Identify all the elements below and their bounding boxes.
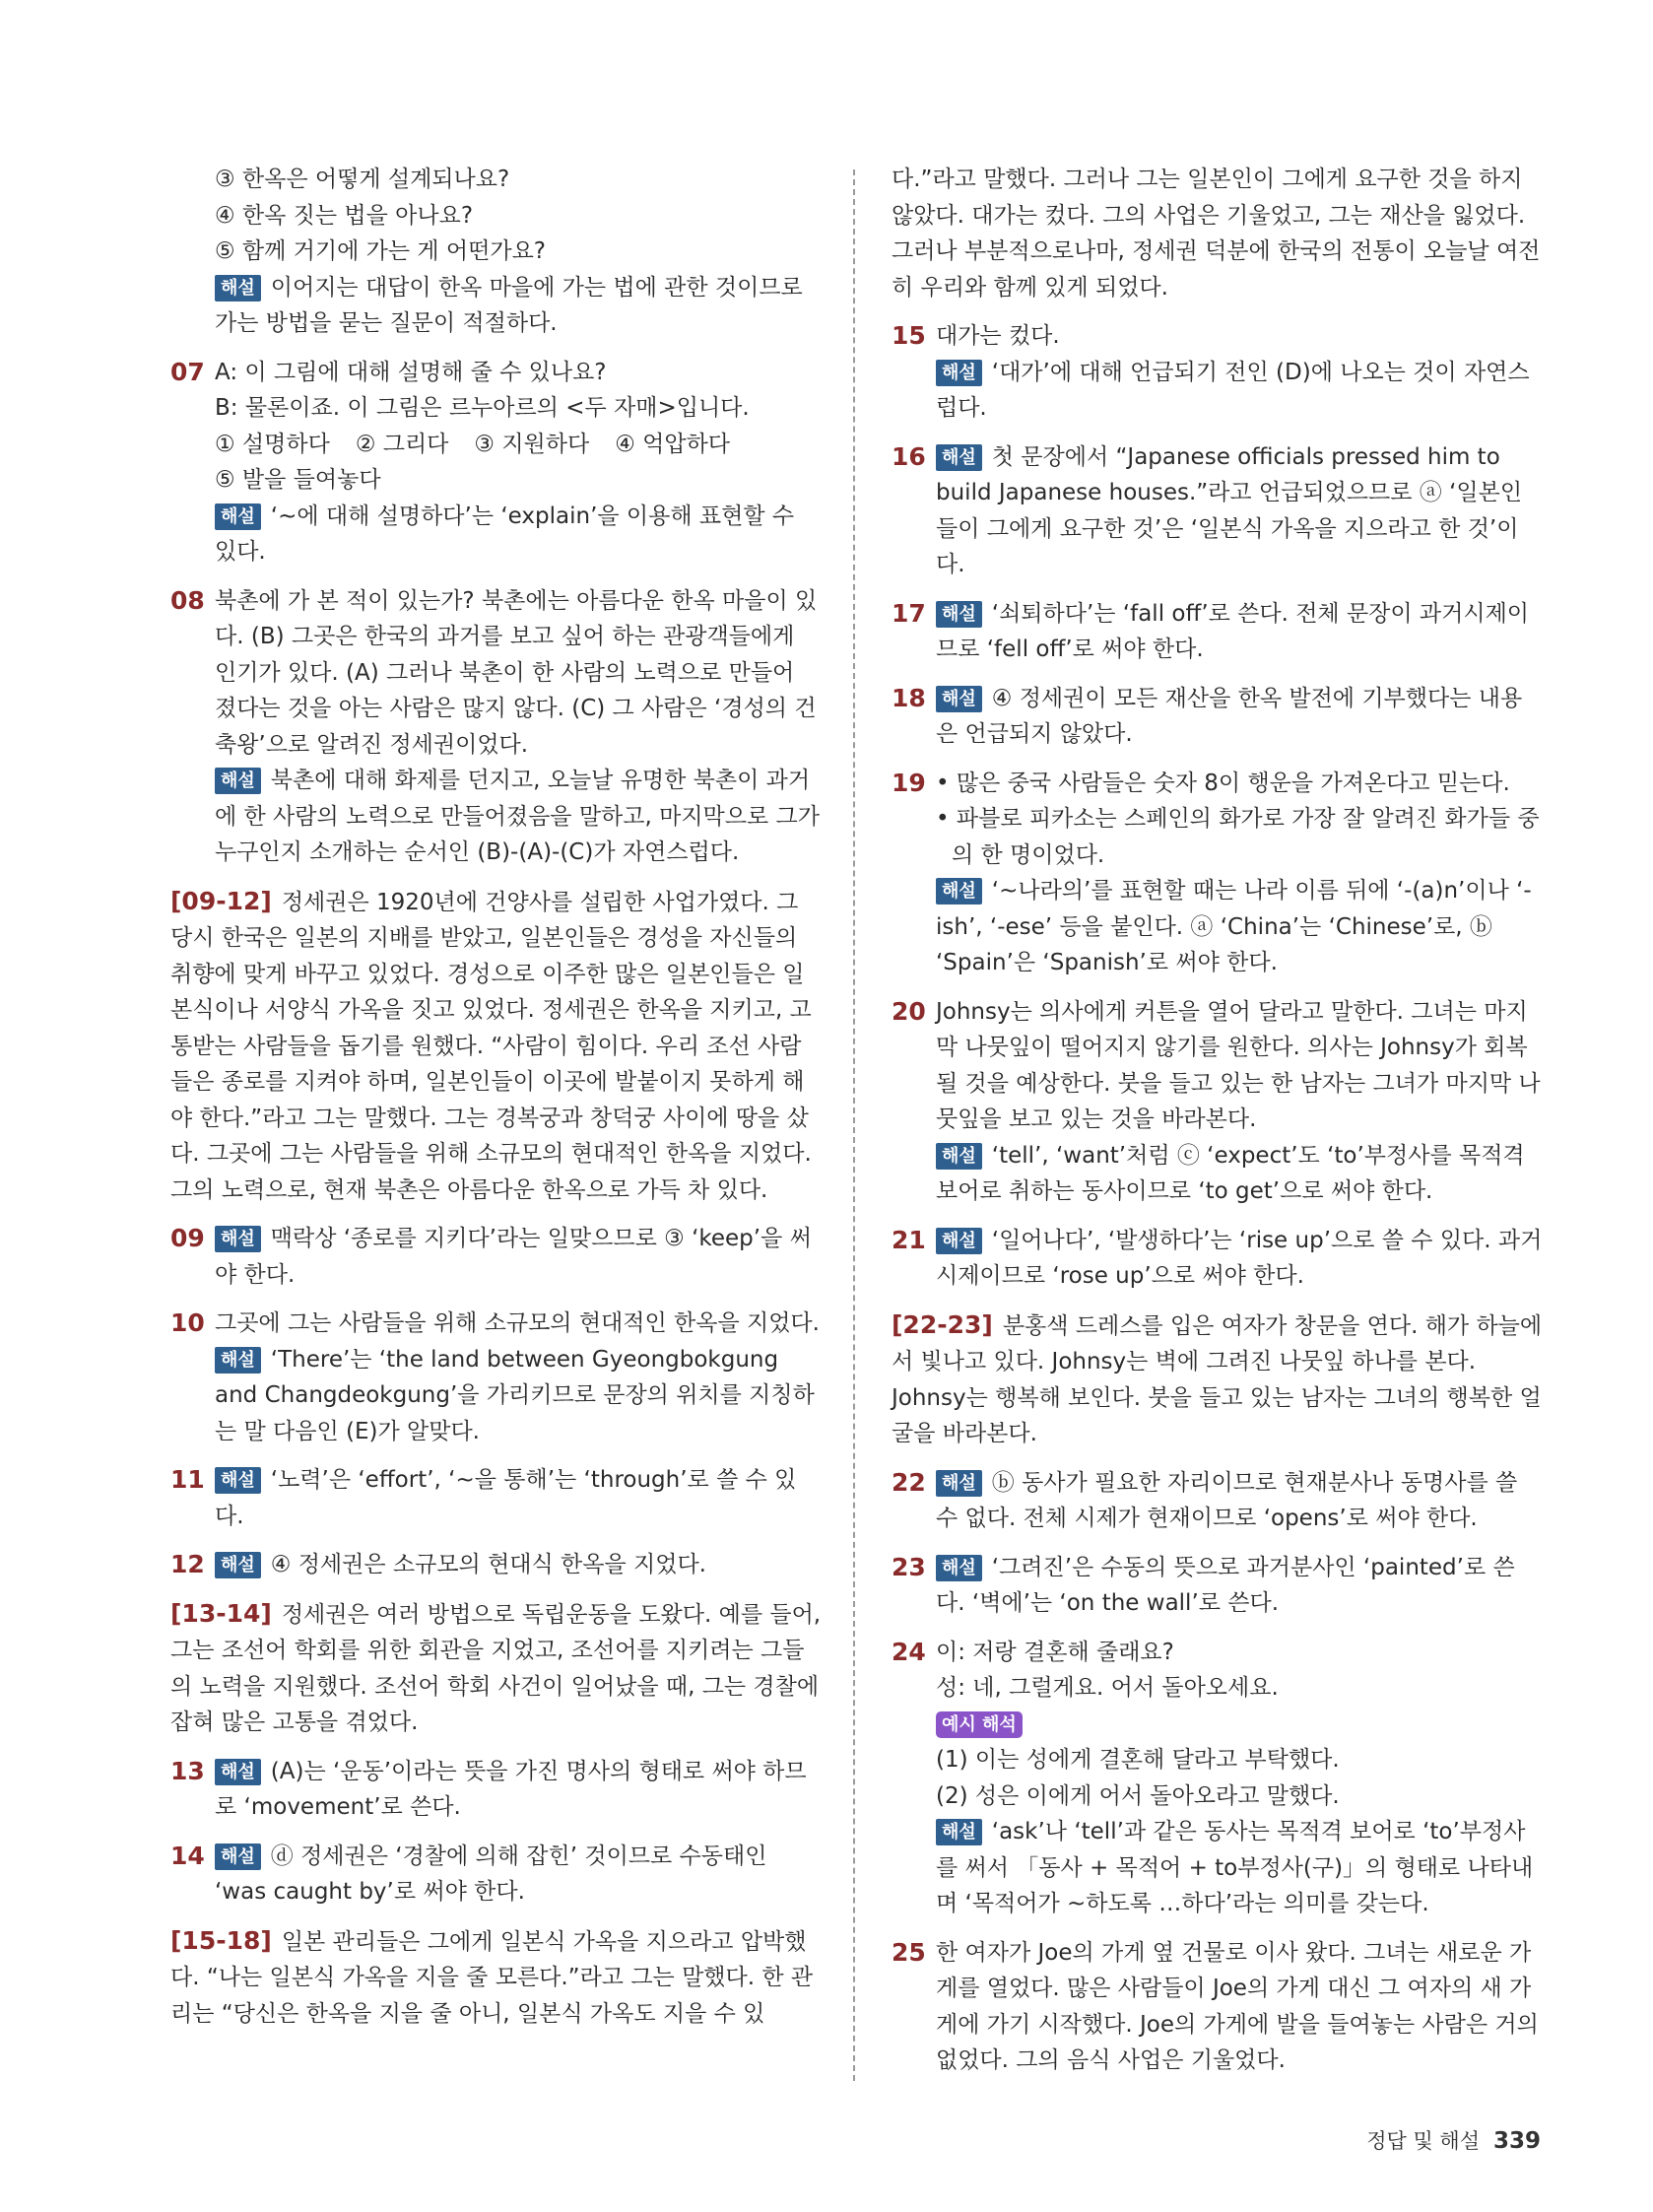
question-16 [892,439,1544,583]
passage-13-14 [170,1596,823,1741]
question-10 [170,1306,823,1449]
dialog-line-a: A: 이 그림에 대해 설명해 줄 수 있나요? [215,359,607,385]
question-text: 대가는 컸다. [936,323,1060,349]
question-number: 22 [892,1467,926,1497]
passage-15-18 [170,1923,823,2033]
explanation: (A)는 ‘운동’이라는 뜻을 가진 명사의 형태로 써야 하므로 ‘movement’로 쓴다. [215,1758,807,1820]
question-17 [892,596,1544,668]
explanation: ‘대가’에 대해 언급되기 전인 (D)에 나오는 것이 자연스럽다. [936,359,1530,421]
question-number: 20 [892,996,926,1026]
explanation-badge: 해설 [215,503,261,530]
question-number: 11 [170,1465,205,1494]
dialog-line-b: 성: 네, 그럴게요. 어서 돌아오세요. [936,1675,1279,1701]
explanation-badge: 해설 [215,1347,261,1374]
question-20 [892,994,1544,1210]
explanation-badge: 해설 [215,1226,261,1252]
bullet-item: • 많은 중국 사람들은 숫자 8이 행운을 가져온다고 믿는다. [936,770,1510,796]
q06-tail [170,162,823,342]
question-18 [892,681,1544,753]
explanation-badge: 해설 [215,1467,261,1494]
question-number: 17 [892,598,926,628]
dialog-line-b: B: 물론이죠. 이 그림은 르누아르의 <두 자매>입니다. [215,395,750,421]
option-3: ③ 한옥은 어떻게 설계되나요? [215,167,510,192]
option-5: ⑤ 발을 들여놓다 [215,467,381,493]
question-number: 19 [892,768,926,797]
question-text: 그곳에 그는 사람들을 위해 소규모의 현대적인 한옥을 지었다. [215,1310,820,1336]
question-number: 14 [170,1841,205,1870]
passage-text: 다.”라고 말했다. 그러나 그는 일본인이 그에게 요구한 것을 하지 않았다. 대가는 컸다. 그의 사업은 기울었고, 그는 재산을 잃었다. 그러나 부분적으로나마, 정세권 덕분에 한국의 전통이 오늘날 여전히 우리와 함께 있게 되었다. [892,167,1541,301]
option-5: ⑤ 함께 거기에 가는 게 어떤가요? [215,238,546,264]
explanation: ‘tell’, ‘want’처럼 ⓒ ‘expect’도 ‘to’부정사를 목적격 보어로 취하는 동사이므로 ‘to get’으로 써야 한다. [936,1142,1525,1204]
example-line-1: (1) 이는 성에게 결혼해 달라고 부탁했다. [936,1747,1340,1773]
question-07 [170,355,823,570]
explanation: 첫 문장에서 “Japanese officials pressed him to build Japanese houses.”라고 언급되었으므로 ⓐ ‘일본인들이 그에게 요구한 것’은 ‘일본식 가옥을 지으라고 한 것’이다. [936,443,1523,577]
explanation: 해설 북촌에 대해 화제를 던지고, 오늘날 유명한 북촌이 과거에 한 사람의 노력으로 만들어졌음을 말하고, 마지막으로 그가 누구인지 소개하는 순서인 (B)-(A)-(C)가 자연스럽다. [215,768,820,865]
explanation-badge: 해설 [936,1228,982,1254]
passage-22-23 [892,1307,1544,1452]
question-range: [13-14] [170,1598,272,1628]
left-column [170,162,823,2044]
explanation: ‘일어나다’, ‘발생하다’는 ‘rise up’으로 쓸 수 있다. 과거시제이므로 ‘rose up’으로 써야 한다. [936,1227,1543,1289]
passage-text: 정세권은 1920년에 건양사를 설립한 사업가였다. 그 당시 한국은 일본의 지배를 받았고, 일본인들은 경성을 자신들의 취향에 맞게 바꾸고 있었다. 경성으로 이주한 많은 일본인들은 일본식이나 서양식 가옥을 짓고 있었다. 정세권은 한옥을 지키고, 고통받는 사람들을 돕기를 원했다. “사람이 힘이다. 우리 조선 사람들은 종로를 지켜야 하며, 일본인들이 이곳에 발붙이지 못하게 해야 한다.”라고 그는 말했다. 그는 경복궁과 창덕궁 사이에 땅을 샀다. 그곳에 그는 사람들을 위해 소규모의 현대적인 한옥을 지었다. 그의 노력으로, 현재 북촌은 아름다운 한옥으로 가득 차 있다. [170,889,812,1203]
explanation: 해설 이어지는 대답이 한옥 마을에 가는 법에 관한 것이므로 가는 방법을 묻는 질문이 적절하다. [215,274,803,336]
question-11 [170,1462,823,1534]
question-14 [170,1839,823,1910]
question-number: 24 [892,1637,926,1666]
question-text: 북촌에 가 본 적이 있는가? 북촌에는 아름다운 한옥 마을이 있다. (B) 그곳은 한국의 과거를 보고 싶어 하는 관광객들에게 인기가 있다. (A) 그러나 북촌이 한 사람의 노력으로 만들어 졌다는 것을 아는 사람은 많지 않다. (C) 그 사람은 ‘경성의 건축왕’으로 알려진 정세권이었다. [215,587,818,758]
explanation: ‘노력’은 ‘effort’, ‘~을 통해’는 ‘through’로 쓸 수 있다. [215,1467,797,1529]
explanation-badge: 해설 [215,768,261,794]
question-number: 09 [170,1224,205,1252]
question-13 [170,1754,823,1826]
question-09 [170,1221,823,1293]
explanation-badge: 해설 [936,601,982,628]
question-number: 16 [892,441,926,471]
explanation-badge: 해설 [936,1819,982,1845]
explanation: 맥락상 ‘종로를 지키다’라는 일맞으므로 ③ ‘keep’을 써야 한다. [215,1226,812,1288]
question-range: [15-18] [170,1925,272,1955]
question-number: 08 [170,585,205,615]
question-range: [22-23] [892,1309,993,1339]
explanation-badge: 해설 [936,444,982,471]
explanation: ‘ask’나 ‘tell’과 같은 동사는 목적격 보어로 ‘to’부정사를 써서 「동사 + 목적어 + to부정사(구)」의 형태로 나타내며 ‘목적어가 ~하도록 …하다’라는 의미를 갖는다. [936,1819,1534,1916]
question-12 [170,1547,823,1583]
passage-text: 분홍색 드레스를 입은 여자가 창문을 연다. 해가 하늘에서 빛나고 있다. Johnsy는 벽에 그려진 나뭇잎 하나를 본다. Johnsy는 행복해 보인다. 붓을 들고 있는 남자는 그녀의 행복한 얼굴을 바라본다. [892,1312,1543,1446]
question-text: 한 여자가 Joe의 가게 옆 건물로 이사 왔다. 그녀는 새로운 가게를 열었다. 많은 사람들이 Joe의 가게 대신 그 여자의 새 가게에 가기 시작했다. Joe의 가게에 발을 들여놓는 사람은 거의 없었다. 그의 음식 사업은 기울었다. [936,1939,1539,2073]
question-number: 07 [170,357,205,386]
explanation-badge: 해설 [936,1143,982,1170]
example-line-2: (2) 성은 이에게 어서 돌아오라고 말했다. [936,1782,1340,1809]
question-number: 13 [170,1756,205,1785]
example-translation-badge: 예시 해석 [936,1711,1023,1738]
column-divider [853,169,855,2081]
options-row: ① 설명하다 ② 그리다 ③ 지원하다 ④ 억압하다 [215,431,731,457]
question-number: 21 [892,1225,926,1254]
question-22 [892,1465,1544,1537]
explanation: ④ 정세권이 모든 재산을 한옥 발전에 기부했다는 내용은 언급되지 않았다. [936,685,1523,747]
explanation: 해설 ‘~에 대해 설명하다’는 ‘explain’을 이용해 표현할 수 있다. [215,503,795,565]
question-08 [170,583,823,871]
option-4: ④ 한옥 짓는 법을 아나요? [215,202,474,229]
question-24 [892,1635,1544,1922]
question-15 [892,318,1544,427]
passage-09-12 [170,884,823,1209]
explanation-badge: 해설 [936,686,982,712]
question-23 [892,1550,1544,1622]
explanation: ⓑ 동사가 필요한 자리이므로 현재분사나 동명사를 쓸 수 없다. 전체 시제가 현재이므로 ‘opens’로 써야 한다. [936,1469,1518,1531]
dialog-line-a: 이: 저랑 결혼해 줄래요? [936,1639,1174,1665]
page-footer [1366,2125,1541,2155]
explanation-badge: 해설 [936,360,982,386]
explanation-badge: 해설 [936,878,982,905]
question-number: 18 [892,683,926,712]
explanation-badge: 해설 [215,1843,261,1870]
explanation: ‘그려진’은 수동의 뜻으로 과거분사인 ‘painted’로 쓴다. ‘벽에’는 ‘on the wall’로 쓴다. [936,1554,1515,1616]
right-column [892,162,1544,2092]
footer-label: 정답 및 해설 [1366,2129,1480,2153]
passage-15-18-continued [892,162,1544,305]
passage-text: 일본 관리들은 그에게 일본식 가옥을 지으라고 압박했다. “나는 일본식 가옥을 지을 줄 모른다.”라고 그는 말했다. 한 관리는 “당신은 한옥을 지을 줄 아니, 일본식 가옥도 지을 수 있 [170,1928,814,2027]
question-21 [892,1223,1544,1295]
explanation: ④ 정세권은 소규모의 현대식 한옥을 지었다. [270,1552,706,1577]
question-number: 15 [892,321,926,350]
explanation-badge: 해설 [936,1555,982,1581]
explanation-badge: 해설 [936,1470,982,1497]
explanation-badge: 해설 [215,1759,261,1785]
explanation: ‘There’는 ‘the land between Gyeongbokgung and Changdeokgung’을 가리키므로 문장의 위치를 지칭하는 말 다음인 (E)가 알맞다. [215,1346,815,1444]
question-number: 25 [892,1937,926,1967]
explanation-badge: 해설 [215,1552,261,1578]
explanation: ⓓ 정세권은 ‘경찰에 의해 잡힌’ 것이므로 수동태인 ‘was caught by’로 써야 한다. [215,1843,767,1905]
question-19 [892,766,1544,981]
question-number: 10 [170,1308,205,1337]
passage-text: 정세권은 여러 방법으로 독립운동을 도왔다. 예를 들어, 그는 조선어 학회를 위한 회관을 지었고, 조선어를 지키려는 그들의 노력을 지원했다. 조선어 학회 사건이 일어났을 때, 그는 경찰에 잡혀 많은 고통을 겪었다. [170,1601,822,1735]
question-25 [892,1935,1544,2079]
explanation-badge: 해설 [215,275,261,302]
explanation: ‘~나라의’를 표현할 때는 나라 이름 뒤에 ‘-(a)n’이나 ‘-ish’, ‘-ese’ 등을 붙인다. ⓐ ‘China’는 ‘Chinese’로, ⓑ ‘Spain’은 ‘Spanish’로 써야 한다. [936,878,1532,975]
question-text: Johnsy는 의사에게 커튼을 열어 달라고 말한다. 그녀는 마지막 나뭇잎이 떨어지지 않기를 원한다. 의사는 Johnsy가 회복될 것을 예상한다. 붓을 들고 있는 한 남자는 그녀가 마지막 나뭇잎을 보고 있는 것을 바라본다. [936,998,1541,1132]
bullet-item: • 파블로 피카소는 스페인의 화가로 가장 잘 알려진 화가들 중의 한 명이었다. [936,806,1540,868]
question-range: [09-12] [170,886,272,915]
question-number: 23 [892,1552,926,1581]
question-number: 12 [170,1550,205,1578]
explanation: ‘쇠퇴하다’는 ‘fall off’로 쓴다. 전체 문장이 과거시제이므로 ‘fell off’로 써야 한다. [936,600,1530,662]
page-number: 339 [1492,2128,1541,2154]
